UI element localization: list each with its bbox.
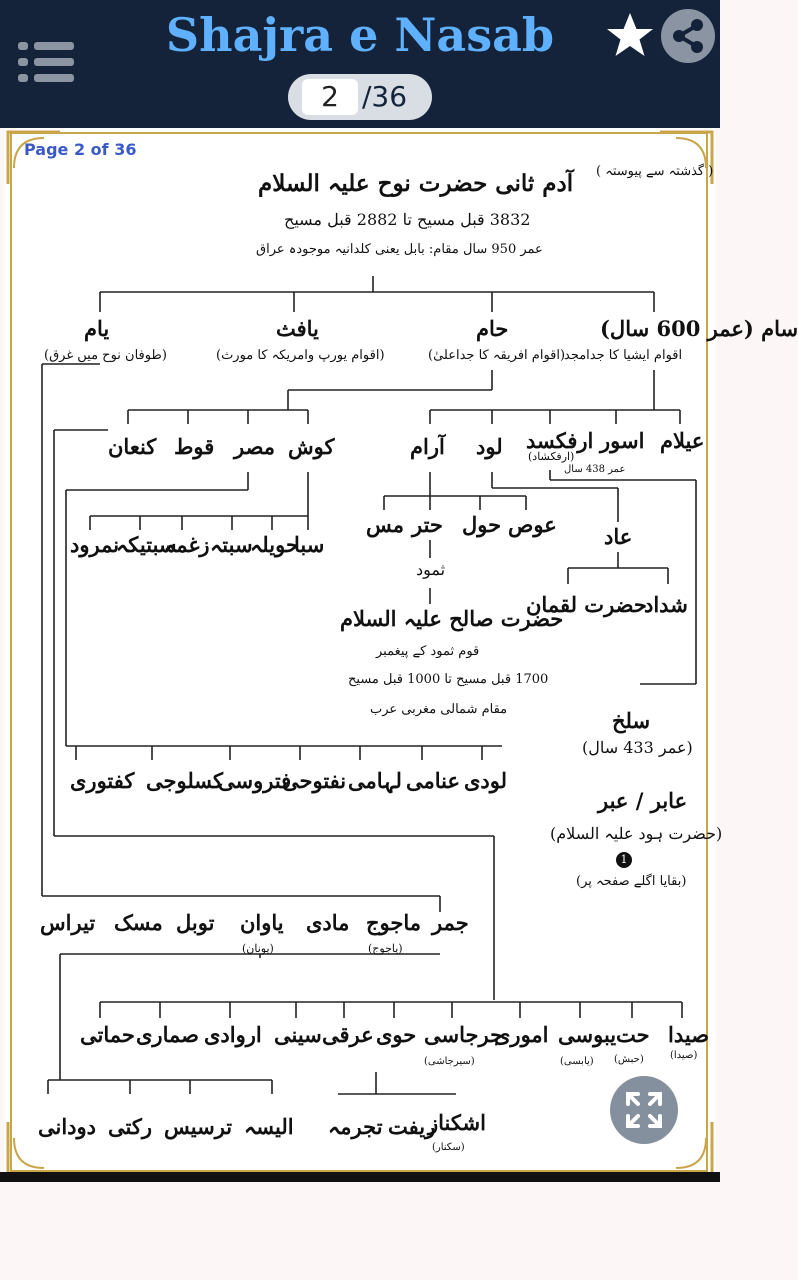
canaan-child-jebusite: یبوسی xyxy=(558,1022,617,1047)
javan-child-kittim: رکتی xyxy=(108,1114,152,1139)
son-sam-note: اقوام ایشیا کا جدامجد xyxy=(564,348,683,363)
saleh-line3: مقام شمالی مغربی عرب xyxy=(370,702,508,717)
canaan-child-zemarite: صماری xyxy=(136,1022,199,1047)
misr-child-casluhim: کسلوجی xyxy=(146,768,224,793)
star-icon[interactable] xyxy=(604,10,656,62)
son-yam-note: (طوفان نوح میں غرق) xyxy=(44,348,167,363)
sam-child-lud: لود xyxy=(476,434,503,459)
canaan-child-hamathite: حماتی xyxy=(80,1022,135,1047)
sidon-note: (صیدا) xyxy=(670,1050,698,1061)
canaan-child-girgashite: جرجاسی xyxy=(424,1022,504,1047)
misr-child-pathrusim: فتروسی xyxy=(218,768,292,793)
sam-child-arfaxad: ارفکسد xyxy=(526,428,594,453)
son-ham-note: (اقوام افریقہ کا جداعلیٰ) xyxy=(428,348,566,363)
root-name: آدم ثانی حضرت نوح علیہ السلام xyxy=(258,170,574,197)
eber-name: عابر / عبر xyxy=(598,788,688,813)
heth-note: (حبش) xyxy=(614,1054,644,1065)
page-number-input[interactable]: 2 xyxy=(302,79,358,115)
japheth-child-magog: ماجوج xyxy=(366,910,422,935)
aram-child-mash: مس xyxy=(366,512,405,537)
gomer-child-riphath: ریفت xyxy=(388,1114,436,1139)
son-japheth: یافث xyxy=(276,316,319,341)
canaan-child-sinite: سینی xyxy=(274,1022,322,1047)
japheth-child-gomer: جمر xyxy=(432,910,469,935)
javan-child-tarshish: ترسیس xyxy=(164,1114,233,1139)
fullscreen-expand-icon[interactable] xyxy=(610,1076,678,1144)
aram-child-gether: حتر xyxy=(412,512,443,537)
jebusite-note: (یابسی) xyxy=(560,1056,594,1067)
japheth-child-madai: مادی xyxy=(306,910,350,935)
page-label: Page 2 of 36 xyxy=(24,140,137,159)
kush-child-nimrod: نمرود xyxy=(70,532,120,557)
saleh-line2: 1700 قبل مسیح تا 1000 قبل مسیح xyxy=(348,672,549,687)
ham-child-kush: کوش xyxy=(288,434,335,459)
kush-child-saba: سبا xyxy=(294,532,325,557)
japheth-child-tiras: تیراس xyxy=(40,910,96,935)
aram-child-hul: حول xyxy=(462,512,502,537)
misr-child-caphtorim: کفتوری xyxy=(70,768,135,793)
kush-child-sabteca: سبتیکہ xyxy=(116,532,177,557)
misr-child-naphtuhim: نفتوحی xyxy=(282,768,347,793)
girgashite-note: (سیرجاشی) xyxy=(424,1056,475,1067)
ashkenaz-note: (سکنار) xyxy=(432,1142,465,1153)
saleh-line1: قوم ثمود کے پیغمبر xyxy=(376,644,480,659)
ad-node: عاد xyxy=(604,524,633,549)
misr-child-lehabim: لہامی xyxy=(348,768,402,793)
canaan-child-arkite: عرقی xyxy=(322,1022,374,1047)
sam-child-aram: آرام xyxy=(410,434,445,459)
thamud-node: ثمود xyxy=(416,560,446,579)
document-page[interactable] xyxy=(4,128,798,1180)
eber-title: (حضرت ہود علیہ السلام) xyxy=(550,824,723,843)
misr-child-ludim: لودی xyxy=(464,768,508,793)
gomer-child-ashkenaz: اشکناز xyxy=(428,1110,486,1135)
son-ham: حام xyxy=(476,316,509,341)
eber-continued-number: 1 xyxy=(616,852,632,868)
canaan-child-amorite: اموری xyxy=(494,1022,549,1047)
japheth-child-javan: یاوان xyxy=(240,910,284,935)
ham-child-canaan: کنعان xyxy=(108,434,157,459)
root-info: عمر 950 سال مقام: بابل یعنی کلدانیہ موجودہ عراق xyxy=(256,242,543,257)
magog-note: (یاجوج) xyxy=(368,942,403,955)
javan-child-dodanim: دودانی xyxy=(38,1114,97,1139)
app-toolbar xyxy=(0,0,720,128)
ham-child-misr: مصر xyxy=(234,434,276,459)
japheth-child-tubal: توبل xyxy=(176,910,215,935)
aram-child-uz: عوص xyxy=(508,512,557,537)
page-total-label: /36 xyxy=(362,80,408,113)
canaan-child-arvadite: اروادی xyxy=(204,1022,262,1047)
sam-child-asur: اسور xyxy=(600,428,645,453)
page-bottom-rule xyxy=(0,1172,720,1182)
continued-note: ( گذشتہ سے پیوستہ ) xyxy=(596,164,714,179)
son-sam: سام (عمر 600 سال) xyxy=(600,316,798,341)
javan-note: (یونان) xyxy=(242,942,274,955)
son-yam: یام xyxy=(84,316,110,341)
saleh-name: حضرت صالح علیہ السلام xyxy=(340,606,564,631)
canaan-child-heth: حت xyxy=(616,1022,650,1047)
arfaxad-age: عمر 438 سال xyxy=(564,464,626,475)
page-navigator xyxy=(288,74,432,120)
canaan-child-hivite: حوی xyxy=(376,1022,417,1047)
ad-child-luqman: حضرت لقمان xyxy=(526,592,647,617)
misr-child-anamim: عنامی xyxy=(406,768,461,793)
japheth-child-meshech: مسک xyxy=(114,910,163,935)
app-title: Shajra e Nasab xyxy=(165,8,555,62)
sam-child-elam: عیلام xyxy=(660,428,705,453)
share-icon[interactable] xyxy=(660,8,716,64)
root-dates: 3832 قبل مسیح تا 2882 قبل مسیح xyxy=(284,210,531,229)
son-japheth-note: (اقوام یورپ وامریکہ کا مورث) xyxy=(216,348,385,363)
javan-child-elishah: الیسہ xyxy=(244,1114,294,1139)
canaan-child-sidon: صیدا xyxy=(668,1022,710,1047)
ham-child-put: قوط xyxy=(174,434,215,459)
kush-child-sabtah: سبتہ xyxy=(210,532,253,557)
eber-continued-note: (بقایا اگلے صفحہ پر) xyxy=(576,874,687,889)
kush-child-havilah: حویلہ xyxy=(250,532,299,557)
salah-name: سلخ xyxy=(612,708,651,733)
arfaxad-note: (ارفکشاد) xyxy=(528,450,575,463)
salah-age: (عمر 433 سال) xyxy=(582,738,693,757)
ad-child-shaddad: شداد xyxy=(644,592,688,617)
gomer-child-togarmah: تجرمہ xyxy=(328,1114,383,1139)
kush-child-raamah: زغمہ xyxy=(164,532,210,557)
